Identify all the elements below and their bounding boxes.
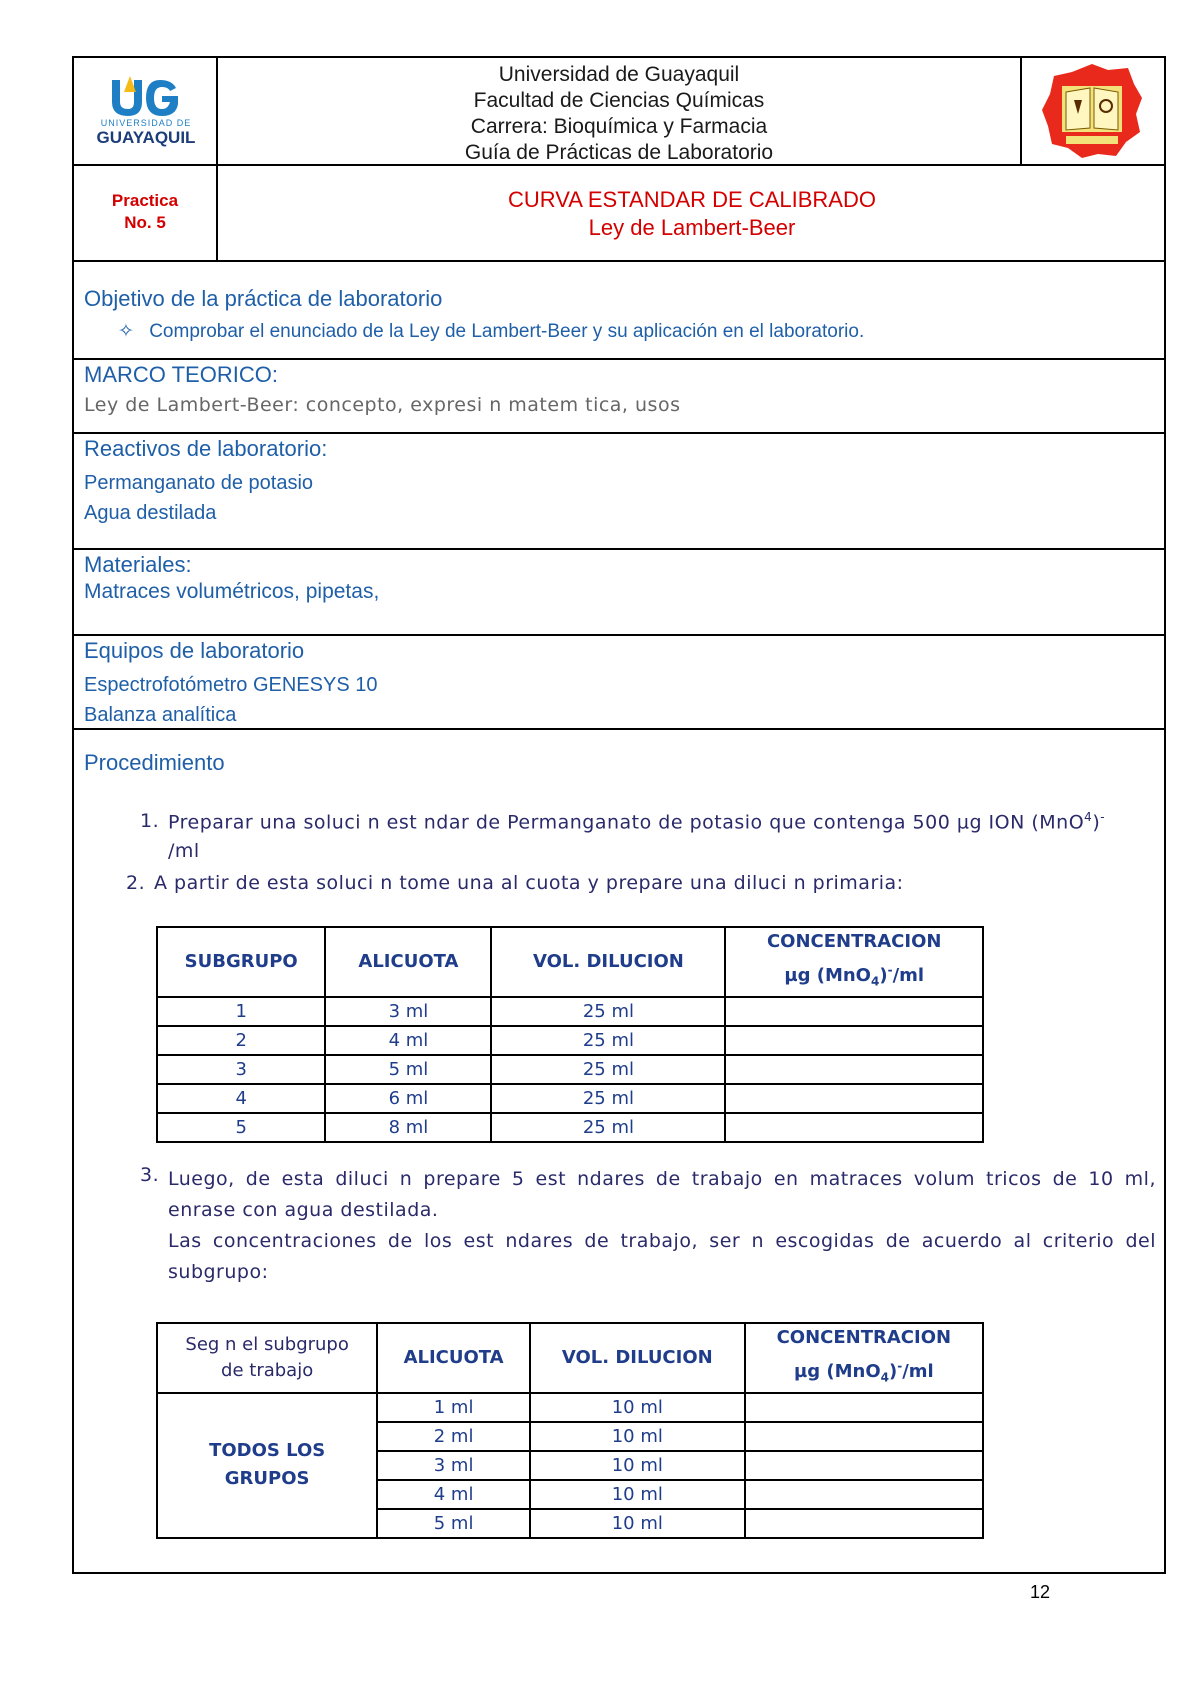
step-number: 1. (140, 810, 160, 832)
unit-part: ) (888, 1361, 898, 1382)
table-cell: 25 ml (491, 1113, 725, 1142)
practice-label-block (74, 190, 216, 234)
table-cell: 5 ml (325, 1055, 491, 1084)
step-1-sup-charge: - (1100, 810, 1106, 824)
table-cell: 4 ml (325, 1026, 491, 1055)
step-1-close: ) (1092, 811, 1101, 834)
table-cell (745, 1480, 983, 1509)
table-cell: 5 (157, 1113, 325, 1142)
group-label: TODOS LOS (209, 1440, 326, 1462)
divider (74, 634, 1164, 636)
table-cell: 10 ml (530, 1422, 745, 1451)
dilution-table-primary (156, 926, 984, 1143)
step-1-sup: 4 (1084, 810, 1093, 824)
divider (74, 358, 1164, 360)
practice-subtitle: Ley de Lambert-Beer (588, 215, 796, 240)
marco-title: MARCO TEORICO: (84, 362, 278, 387)
unit-sup: - (897, 1359, 903, 1373)
logo-name: GUAYAQUIL (96, 128, 196, 147)
table-cell: 5 ml (377, 1509, 530, 1538)
reactivos-list (84, 468, 313, 528)
table-cell: 8 ml (325, 1113, 491, 1142)
table-cell (745, 1509, 983, 1538)
unit-part: ) (879, 965, 888, 986)
unit-part: /ml (892, 965, 925, 986)
objective-text: Comprobar el enunciado de la Ley de Lambert-Beer y su aplicación en el laboratorio. (149, 321, 865, 342)
career-name: Carrera: Bioquímica y Farmacia (470, 115, 768, 138)
faculty-name: Facultad de Ciencias Químicas (473, 89, 765, 112)
step-3-line: Luego, de esta diluci n prepare 5 est ndares de trabajo en matraces volum tricos de 10 ml, (168, 1168, 1156, 1190)
practice-label: Practica (111, 191, 179, 210)
table-cell: 10 ml (530, 1509, 745, 1538)
step-1-line2: /ml (168, 840, 200, 862)
objective-bullet (118, 320, 864, 343)
concentration-unit (726, 956, 982, 996)
table-header-row (157, 1323, 983, 1393)
university-name: Universidad de Guayaquil (498, 63, 740, 86)
table-cell (745, 1451, 983, 1480)
table-cell: 2 ml (377, 1422, 530, 1451)
table-row (157, 1393, 983, 1422)
unit-sub: 4 (870, 974, 880, 989)
table-row (157, 1026, 983, 1055)
divider (74, 432, 1164, 434)
concentration-unit (746, 1352, 982, 1392)
table-cell: 10 ml (530, 1451, 745, 1480)
equipo-item: Espectrofotómetro GENESYS 10 (84, 674, 378, 696)
step-2-text: A partir de esta soluci n tome una al cuota y prepare una diluci n primaria: (154, 872, 904, 894)
header-text-block (218, 62, 1020, 166)
table-row (157, 1084, 983, 1113)
table-cell: 25 ml (491, 1026, 725, 1055)
equipos-title: Equipos de laboratorio (84, 638, 305, 663)
step-3-line: enrase con agua destilada. (168, 1199, 439, 1221)
table-cell: 10 ml (530, 1480, 745, 1509)
table-cell (725, 1113, 983, 1142)
table-cell (745, 1393, 983, 1422)
step-number: 3. (140, 1164, 160, 1186)
step-3-line: subgrupo: (168, 1261, 269, 1283)
table-cell: 3 ml (377, 1451, 530, 1480)
reactivo-item: Agua destilada (84, 502, 217, 524)
diamond-bullet-icon: ✧ (118, 321, 134, 342)
step-3-line: Las concentraciones de los est ndares de trabajo, ser n escogidas de acuerdo al criterio del (168, 1230, 1156, 1252)
table-header-row (157, 927, 983, 997)
table-cell (745, 1422, 983, 1451)
unit-part: /ml (902, 1361, 934, 1382)
guide-name: Guía de Prácticas de Laboratorio (464, 141, 774, 164)
table-cell: 3 ml (325, 997, 491, 1026)
column-header: SUBGRUPO (157, 927, 325, 997)
logo-subtitle: UNIVERSIDAD DE (100, 118, 192, 128)
table-cell: 3 (157, 1055, 325, 1084)
column-header: ALICUOTA (377, 1323, 530, 1393)
unit-part: µg (MnO (793, 1361, 881, 1382)
table-cell: 4 (157, 1084, 325, 1113)
table-cell: 4 ml (377, 1480, 530, 1509)
table-row (157, 1113, 983, 1142)
table-cell: 1 (157, 997, 325, 1026)
marco-body: Ley de Lambert-Beer: concepto, expresi n matem tica, usos (84, 394, 681, 416)
unit-part: µg (MnO (784, 965, 871, 986)
practice-number: No. 5 (124, 213, 166, 232)
table-cell: 6 ml (325, 1084, 491, 1113)
subgroup-label: Seg n el subgrupo (185, 1333, 349, 1355)
table-cell (725, 1084, 983, 1113)
subgroup-label: de trabajo (221, 1359, 314, 1381)
column-header-subgroup (157, 1323, 377, 1393)
column-header: VOL. DILUCION (491, 927, 725, 997)
group-cell (157, 1393, 377, 1538)
divider (74, 548, 1164, 550)
table-cell: 2 (157, 1026, 325, 1055)
table-row (157, 1055, 983, 1084)
materiales-title: Materiales: (84, 552, 192, 577)
page-number: 12 (1030, 1582, 1051, 1602)
column-header: ALICUOTA (325, 927, 491, 997)
step-3-text (168, 1164, 1156, 1288)
table-cell (725, 1026, 983, 1055)
table-row (157, 997, 983, 1026)
practice-title-block (218, 186, 1166, 242)
column-header-concentration (745, 1323, 983, 1393)
divider (74, 260, 1164, 262)
dilution-table-working (156, 1322, 984, 1539)
step-1-main: Preparar una soluci n est ndar de Permanganato de potasio que contenga 500 µg ION (MnO (168, 811, 1085, 834)
table-cell: 1 ml (377, 1393, 530, 1422)
procedimiento-title: Procedimiento (84, 750, 225, 775)
table-cell (725, 997, 983, 1026)
divider (1020, 58, 1022, 165)
document-frame (72, 56, 1166, 1574)
column-header: VOL. DILUCION (530, 1323, 745, 1393)
concentration-label: CONCENTRACION (776, 1327, 952, 1348)
table-cell: 25 ml (491, 1055, 725, 1084)
step-number: 2. (126, 872, 146, 894)
university-logo (84, 66, 208, 158)
table-cell (725, 1055, 983, 1084)
unit-sup: - (887, 963, 893, 977)
table-cell: 10 ml (530, 1393, 745, 1422)
unit-sub: 4 (880, 1370, 889, 1385)
table-cell: 25 ml (491, 1084, 725, 1113)
faculty-seal-icon (1040, 62, 1144, 160)
practice-title: CURVA ESTANDAR DE CALIBRADO (508, 187, 876, 212)
reactivo-item: Permanganato de potasio (84, 472, 314, 494)
faculty-seal (1040, 62, 1144, 160)
equipo-item: Balanza analítica (84, 704, 237, 726)
column-header-concentration (725, 927, 983, 997)
materiales-body: Matraces volumétricos, pipetas, (84, 580, 380, 603)
objective-title: Objetivo de la práctica de laboratorio (84, 286, 443, 311)
reactivos-title: Reactivos de laboratorio: (84, 436, 328, 461)
equipos-list (84, 670, 377, 730)
table-cell: 25 ml (491, 997, 725, 1026)
divider (74, 728, 1164, 730)
step-1-text (168, 810, 1105, 833)
group-label: GRUPOS (224, 1468, 310, 1490)
concentration-label: CONCENTRACION (766, 931, 942, 952)
